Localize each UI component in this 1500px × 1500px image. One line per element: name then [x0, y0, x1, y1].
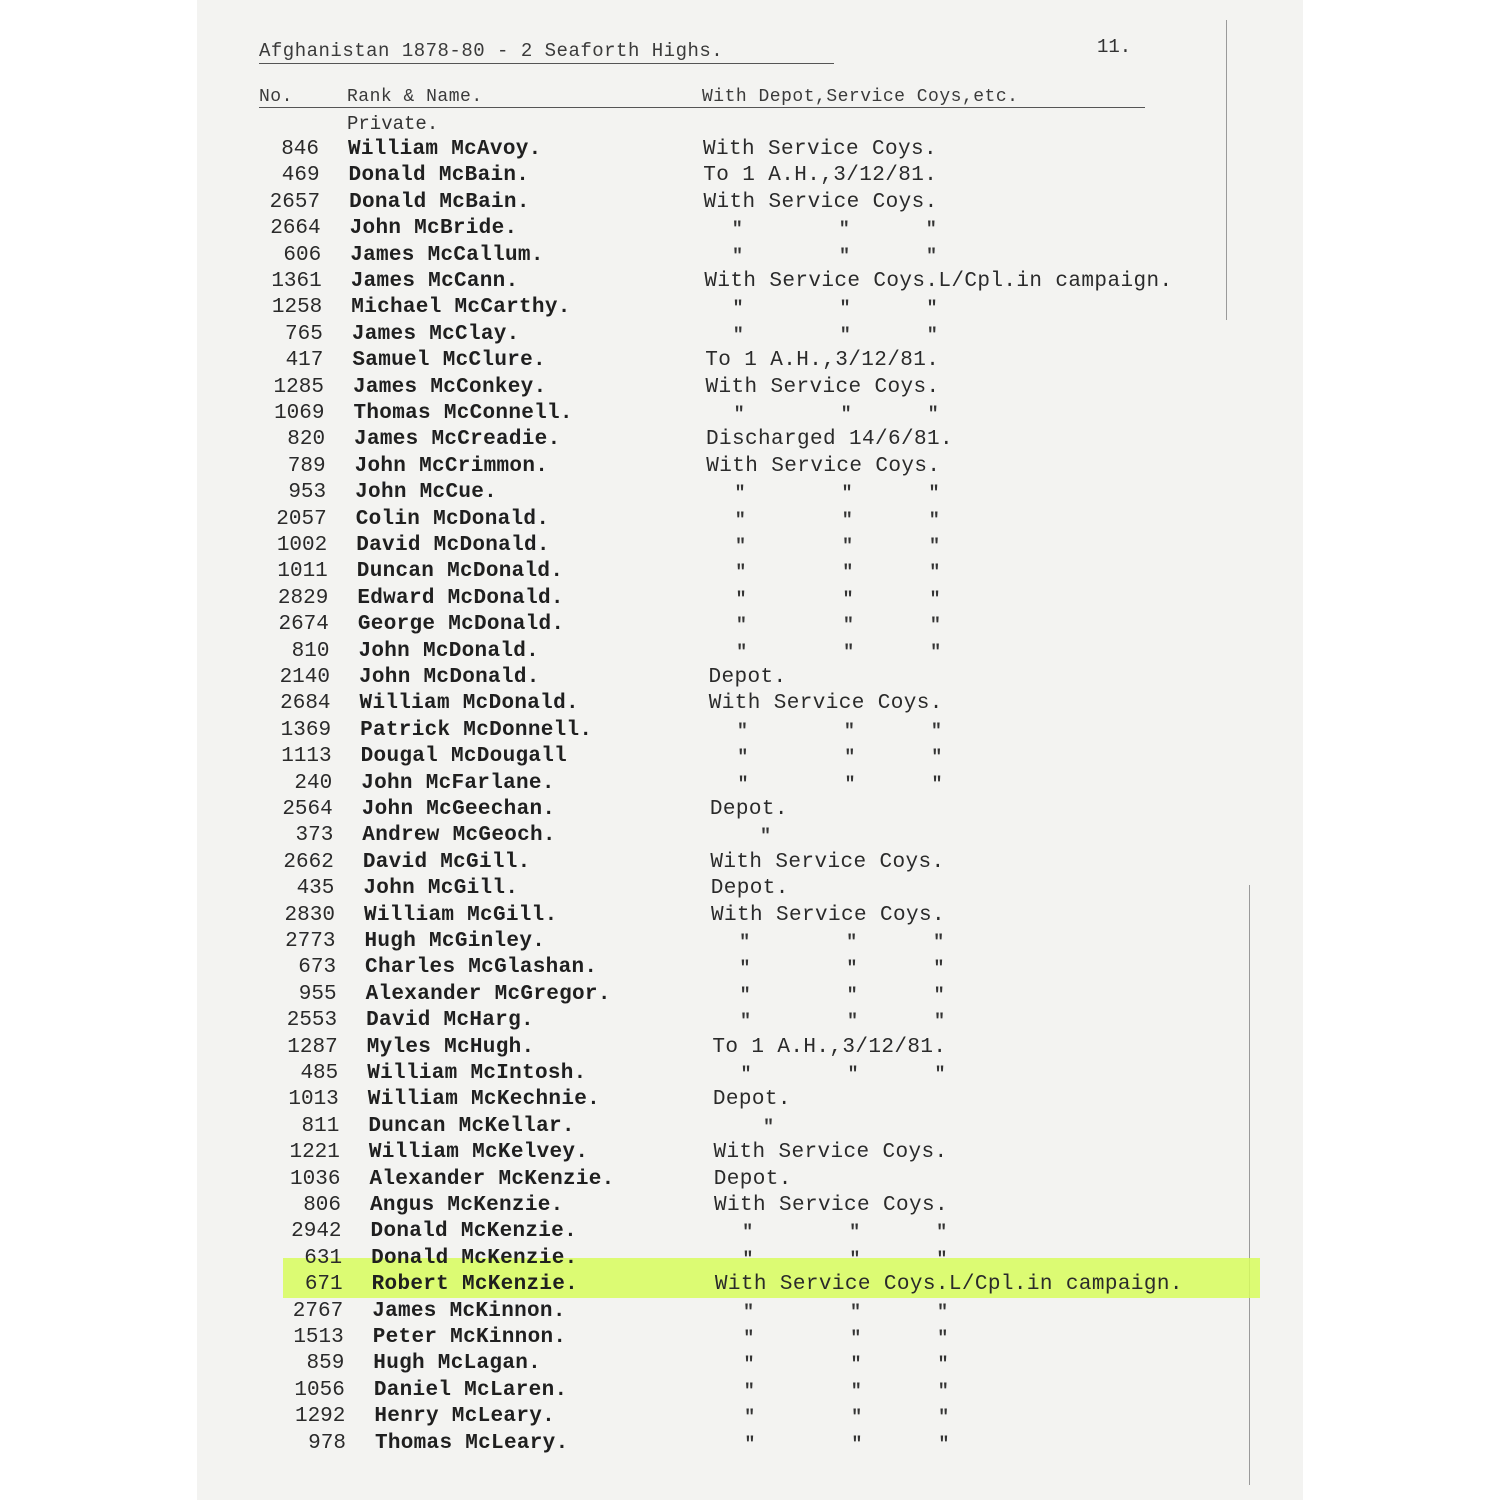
service-number: 1292 [294, 1405, 346, 1429]
ditto-mark: " [850, 1329, 862, 1349]
ditto-mark: " [933, 985, 945, 1006]
table-row [197, 1352, 1303, 1378]
ditto-mark: " [936, 1223, 948, 1244]
service-number: 2657 [269, 190, 321, 214]
remark: To 1 A.H.,3/12/81. [705, 349, 940, 373]
table-row [197, 798, 1303, 824]
ditto-mark: " [843, 642, 855, 663]
service-number: 2664 [270, 217, 321, 241]
service-number: 1113 [281, 745, 332, 769]
soldier-name: Donald McKenzie. [371, 1246, 578, 1270]
service-number: 1221 [289, 1141, 340, 1165]
service-number: 2773 [285, 930, 336, 953]
ditto-mark: " [928, 510, 940, 531]
soldier-name: Andrew McGeoch. [362, 824, 556, 848]
soldier-name: Henry McLeary. [374, 1405, 556, 1429]
table-row [197, 1405, 1303, 1431]
ditto-mark: " [842, 589, 854, 610]
ditto-mark: " [840, 405, 852, 425]
service-number: 673 [298, 956, 337, 980]
soldier-name: Angus McKenzie. [370, 1194, 564, 1217]
service-number: 1036 [290, 1167, 341, 1191]
rank-heading: Private. [347, 113, 439, 135]
soldier-name: Hugh McLagan. [373, 1352, 542, 1376]
soldier-name: Charles McGlashan. [365, 956, 598, 980]
ditto-mark: " [847, 1065, 859, 1085]
table-row [197, 1432, 1303, 1458]
soldier-name: William McIntosh. [367, 1062, 587, 1085]
table-row [197, 666, 1303, 692]
document-title: Afghanistan 1878-80 - 2 Seaforth Highs. [259, 40, 724, 62]
ditto-mark: " [735, 616, 747, 637]
soldier-name: Thomas McConnell. [353, 402, 573, 425]
ditto-mark: " [936, 1249, 948, 1270]
ditto-mark: " [846, 985, 858, 1006]
soldier-name: George McDonald. [357, 613, 565, 637]
soldier-name: James McConkey. [352, 375, 547, 399]
ditto-mark: " [743, 1355, 755, 1376]
ditto-mark: " [733, 405, 745, 425]
ditto-mark: " [929, 589, 941, 610]
service-number: 953 [288, 481, 327, 505]
soldier-name: Duncan McKellar. [368, 1114, 575, 1138]
table-row [197, 481, 1303, 507]
table-row [197, 930, 1303, 956]
service-number: 859 [306, 1352, 345, 1376]
remark: Discharged 14/6/81. [706, 428, 954, 452]
ditto-mark: " [851, 1434, 863, 1455]
table-row [197, 138, 1303, 164]
soldier-name: John McFarlane. [361, 771, 555, 795]
table-row [197, 640, 1303, 666]
ditto-mark: " [849, 1249, 861, 1270]
remark: To 1 A.H.,3/12/81. [703, 164, 938, 188]
table-row [197, 560, 1303, 586]
soldier-name: William McGill. [363, 903, 558, 927]
soldier-name: John McBride. [349, 217, 518, 241]
soldier-name: Patrick McDonnell. [360, 718, 593, 742]
ditto-mark: " [925, 220, 937, 241]
document-page [197, 0, 1303, 1500]
service-number: 1369 [280, 718, 332, 742]
ditto-mark: " [847, 1012, 858, 1033]
table-row [197, 1194, 1303, 1220]
soldier-name: James McCann. [350, 270, 519, 293]
ditto-mark: " [938, 1434, 950, 1455]
ditto-mark: " [744, 1408, 755, 1429]
soldier-name: John McGeechan. [361, 798, 556, 821]
table-row [197, 217, 1303, 243]
service-number: 1011 [277, 560, 328, 584]
column-header-no: No. [259, 87, 293, 107]
ditto-mark: " [763, 1117, 774, 1138]
table-row [197, 1009, 1303, 1035]
table-row [197, 1273, 1303, 1299]
ditto-mark: " [933, 959, 945, 980]
ditto-mark: " [930, 642, 942, 663]
soldier-name: James McCreadie. [354, 428, 561, 452]
remark: Depot. [713, 1167, 792, 1191]
table-row [197, 1326, 1303, 1352]
ditto-mark: " [737, 774, 749, 795]
ditto-mark: " [838, 220, 850, 241]
table-row [197, 296, 1303, 322]
page-number: 11. [1097, 36, 1132, 58]
service-number: 2553 [286, 1009, 338, 1033]
soldier-name: Michael McCarthy. [351, 296, 571, 320]
column-header-remarks: With Depot,Service Coys,etc. [702, 87, 1019, 107]
service-number: 606 [283, 243, 322, 267]
table-row [197, 534, 1303, 560]
ditto-mark: " [842, 563, 854, 584]
service-number: 435 [296, 877, 335, 901]
table-row [197, 587, 1303, 613]
remark: With Service Coys. [703, 138, 938, 161]
remark: With Service Coys. [714, 1194, 949, 1217]
ditto-mark: " [735, 537, 746, 557]
ditto-mark: " [735, 589, 747, 610]
service-number: 1069 [274, 402, 325, 425]
ditto-mark: " [928, 484, 940, 505]
ditto-mark: " [842, 537, 853, 557]
soldier-name: Robert McKenzie. [371, 1273, 579, 1297]
soldier-name: John McDonald. [358, 639, 540, 663]
remark: Depot. [708, 666, 787, 689]
table-row [197, 428, 1303, 454]
service-number: 417 [285, 349, 324, 373]
service-number: 846 [281, 138, 319, 161]
service-number: 2767 [292, 1299, 344, 1323]
table-row [197, 1168, 1303, 1194]
ditto-mark: " [841, 484, 853, 505]
ditto-mark: " [839, 299, 851, 320]
ditto-mark: " [938, 1408, 949, 1429]
remark: With Service Coys. [710, 903, 946, 927]
service-number: 955 [298, 982, 337, 1006]
soldier-name: Hugh McGinley. [364, 930, 546, 953]
service-number: 1361 [271, 270, 322, 293]
ditto-mark: " [760, 827, 771, 848]
ditto-mark: " [735, 563, 747, 584]
ditto-mark: " [926, 246, 937, 267]
ditto-mark: " [739, 985, 751, 1006]
soldier-name: Alexander McGregor. [365, 982, 611, 1006]
service-number: 1002 [276, 534, 328, 557]
ditto-mark: " [850, 1302, 861, 1323]
remark: With Service Coys. [705, 375, 940, 399]
service-number: 2829 [277, 586, 329, 610]
header-underline [259, 107, 1145, 108]
ditto-mark: " [933, 933, 945, 953]
ditto-mark: " [931, 774, 943, 795]
ditto-mark: " [842, 616, 854, 637]
table-row [197, 244, 1303, 270]
ditto-mark: " [850, 1355, 862, 1376]
ditto-mark: " [929, 537, 940, 557]
ditto-mark: " [934, 1012, 945, 1033]
table-row [197, 745, 1303, 771]
table-row [197, 1220, 1303, 1246]
soldier-name: John McCue. [355, 481, 498, 505]
service-number: 1013 [288, 1088, 339, 1112]
ditto-mark: " [926, 299, 938, 320]
soldier-name: Donald McKenzie. [370, 1220, 577, 1244]
table-row [197, 455, 1303, 481]
table-row [197, 1300, 1303, 1326]
ditto-mark: " [937, 1302, 948, 1323]
ditto-mark: " [927, 405, 939, 425]
soldier-name: David McDonald. [356, 534, 550, 557]
soldier-name: Duncan McDonald. [356, 560, 564, 584]
service-number: 806 [303, 1194, 341, 1217]
service-number: 469 [281, 164, 320, 188]
table-row [197, 1088, 1303, 1114]
service-number: 2674 [278, 613, 329, 637]
service-number: 2564 [282, 798, 333, 821]
table-row [197, 191, 1303, 217]
soldier-name: James McClay. [351, 322, 520, 346]
ditto-mark: " [937, 1355, 949, 1376]
table-row [197, 1141, 1303, 1167]
soldier-name: William McKechnie. [367, 1088, 601, 1112]
ditto-mark: " [739, 933, 751, 953]
service-number: 2140 [279, 666, 330, 689]
remark: Depot. [712, 1088, 791, 1112]
service-number: 2662 [283, 850, 334, 874]
ditto-mark: " [734, 510, 746, 531]
soldier-name: David McHarg. [366, 1009, 534, 1033]
soldier-name: Colin McDonald. [355, 507, 550, 531]
soldier-name: Peter McKinnon. [372, 1326, 567, 1349]
service-number: 811 [301, 1114, 340, 1138]
service-number: 765 [285, 322, 323, 346]
soldier-name: David McGill. [362, 850, 531, 874]
ditto-mark: " [844, 774, 856, 795]
soldier-name: William McDonald. [359, 692, 579, 716]
soldier-name: William McAvoy. [348, 138, 542, 161]
table-row [197, 824, 1303, 850]
table-row [197, 613, 1303, 639]
service-number: 373 [295, 824, 334, 848]
table-row [197, 164, 1303, 190]
ditto-mark: " [844, 748, 856, 769]
service-number: 1285 [273, 375, 324, 399]
ditto-mark: " [937, 1381, 949, 1402]
service-number: 1287 [287, 1035, 338, 1059]
ditto-mark: " [849, 1223, 861, 1244]
soldier-name: Myles McHugh. [366, 1035, 535, 1059]
table-row [197, 772, 1303, 798]
soldier-name: Edward McDonald. [357, 586, 564, 610]
ditto-mark: " [736, 642, 748, 663]
table-row [197, 349, 1303, 375]
remark: With Service Coys. [708, 692, 943, 716]
service-number: 1513 [293, 1326, 344, 1349]
table-row [197, 1036, 1303, 1062]
table-row [197, 1115, 1303, 1141]
table-row [197, 877, 1303, 903]
table-row [197, 1379, 1303, 1405]
ditto-mark: " [839, 246, 850, 267]
ditto-mark: " [846, 959, 858, 980]
ditto-mark: " [851, 1408, 862, 1429]
remark: With Service Coys. [713, 1141, 948, 1165]
soldier-name: William McKelvey. [368, 1141, 589, 1165]
soldier-name: John McDonald. [359, 666, 540, 689]
remark: With Service Coys. [706, 454, 941, 478]
column-header-rank-name: Rank & Name. [347, 87, 483, 107]
table-row [197, 323, 1303, 349]
service-number: 1056 [294, 1378, 345, 1402]
ditto-mark: " [929, 616, 941, 637]
table-row [197, 692, 1303, 718]
service-number: 810 [291, 639, 330, 663]
table-row [197, 983, 1303, 1009]
ditto-mark: " [743, 1381, 755, 1402]
service-number: 2057 [276, 507, 327, 531]
soldier-name: James McCallum. [350, 243, 544, 267]
ditto-mark: " [846, 933, 858, 953]
service-number: 631 [304, 1246, 343, 1270]
soldier-name: Thomas McLeary. [374, 1431, 569, 1455]
service-number: 240 [294, 771, 333, 795]
remark: To 1 A.H.,3/12/81. [712, 1035, 947, 1059]
ditto-mark: " [732, 246, 743, 267]
table-row [197, 1247, 1303, 1273]
ditto-mark: " [734, 484, 746, 505]
soldier-name: John McCrimmon. [354, 454, 549, 478]
table-row [197, 402, 1303, 428]
ditto-mark: " [934, 1065, 946, 1085]
ditto-mark: " [742, 1223, 754, 1244]
ditto-mark: " [737, 721, 748, 742]
ditto-mark: " [839, 325, 851, 346]
remark: With Service Coys. [710, 850, 945, 874]
title-underline [259, 63, 834, 64]
service-number: 978 [308, 1431, 346, 1455]
remark: Depot. [710, 877, 789, 901]
soldier-name: Samuel McClure. [352, 349, 546, 373]
soldier-name: Daniel McLaren. [373, 1378, 568, 1402]
service-number: 2942 [291, 1220, 342, 1244]
table-row [197, 851, 1303, 877]
service-number: 485 [300, 1062, 339, 1085]
remark: With Service Coys.L/Cpl.in campaign. [714, 1273, 1183, 1297]
ditto-mark: " [744, 1434, 756, 1455]
table-row [197, 904, 1303, 930]
remark: Depot. [709, 798, 788, 821]
ditto-mark: " [743, 1329, 755, 1349]
ditto-mark: " [739, 959, 751, 980]
ditto-mark: " [731, 220, 743, 241]
table-row [197, 719, 1303, 745]
soldier-name: James McKinnon. [372, 1299, 566, 1323]
service-number: 2830 [284, 903, 335, 927]
service-number: 671 [304, 1273, 343, 1297]
service-number: 1258 [271, 296, 323, 320]
soldier-name: Donald McBain. [348, 164, 530, 188]
soldier-name: John McGill. [363, 877, 519, 901]
ditto-mark: " [931, 748, 943, 769]
ditto-mark: " [732, 325, 744, 346]
soldier-name: Donald McBain. [349, 190, 530, 214]
service-number: 2684 [280, 692, 331, 716]
service-number: 789 [287, 454, 326, 478]
service-number: 820 [287, 428, 326, 452]
ditto-mark: " [740, 1065, 752, 1085]
soldier-name: Dougal McDougall [360, 745, 568, 769]
ditto-mark: " [732, 299, 744, 320]
ditto-mark: " [931, 721, 942, 742]
ditto-mark: " [937, 1329, 949, 1349]
ditto-mark: " [850, 1381, 862, 1402]
ditto-mark: " [841, 510, 853, 531]
ditto-mark: " [743, 1302, 754, 1323]
table-row [197, 956, 1303, 982]
ditto-mark: " [737, 748, 749, 769]
remark: With Service Coys.L/Cpl.in campaign. [704, 270, 1173, 293]
table-row [197, 376, 1303, 402]
ditto-mark: " [926, 325, 938, 346]
soldier-name: Alexander McKenzie. [369, 1167, 615, 1191]
ditto-mark: " [844, 721, 855, 742]
table-row [197, 508, 1303, 534]
remark: With Service Coys. [703, 190, 938, 214]
ditto-mark: " [929, 563, 941, 584]
table-row [197, 1062, 1303, 1088]
ditto-mark: " [742, 1249, 754, 1270]
ditto-mark: " [740, 1012, 751, 1033]
table-row [197, 270, 1303, 296]
